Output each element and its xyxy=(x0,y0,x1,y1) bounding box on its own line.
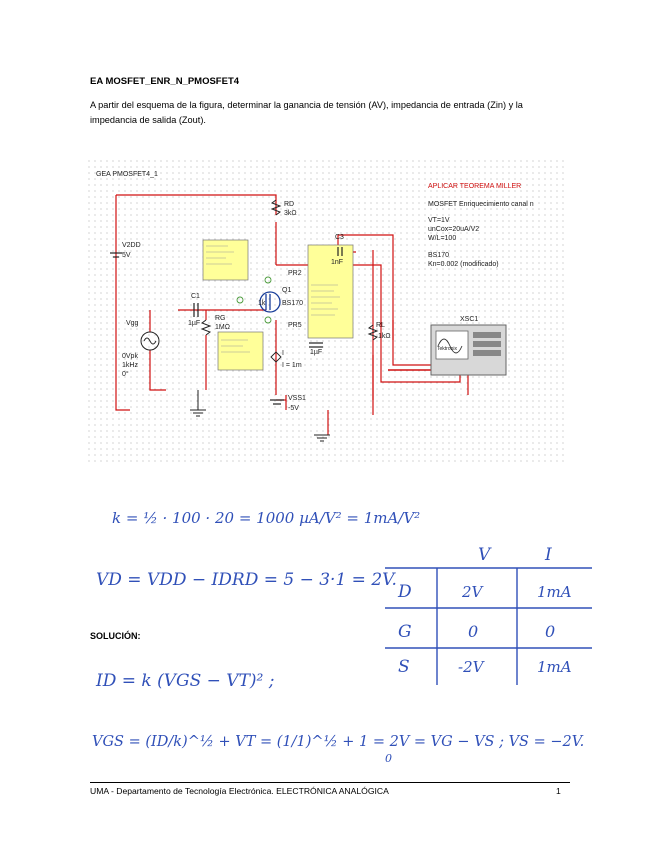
rd-value: 3kΩ xyxy=(284,210,297,217)
c1-value: 1µF xyxy=(188,320,201,327)
footer-text: UMA - Departamento de Tecnología Electrónica. ELECTRÓNICA ANALÓGICA xyxy=(90,786,389,796)
table-row-g-node: G xyxy=(398,622,412,642)
current-probe-value: I = 1m xyxy=(282,362,302,369)
table-header-v: V xyxy=(478,545,491,565)
circuit-schematic xyxy=(88,160,568,465)
solution-heading: SOLUCIÓN: xyxy=(90,631,141,641)
note-line-4: BS170 xyxy=(428,252,450,259)
c3-label: C3 xyxy=(335,234,344,241)
c3-value: 1nF xyxy=(331,259,344,266)
pr2-label: PR2 xyxy=(288,270,302,277)
vg-zero-note: 0 xyxy=(385,752,392,765)
k-equation: k = ½ · 100 · 20 = 1000 µA/V² = 1mA/V² xyxy=(112,509,421,527)
vss-label: VSS1 xyxy=(288,395,306,402)
problem-statement: A partir del esquema de la figura, determinar la ganancia de tensión (AV), impedancia de entrada (Zin) y la impedancia de salida (Zout). xyxy=(90,100,523,125)
handwritten-table xyxy=(385,568,592,685)
document-title: EA MOSFET_ENR_N_PMOSFET4 xyxy=(90,76,240,87)
pr5-label: PR5 xyxy=(288,322,302,329)
rl-label: RL xyxy=(376,322,385,329)
vgg-amplitude: 0Vpk xyxy=(122,353,138,360)
vdd-value: 5V xyxy=(122,252,131,259)
q1-model: BS170 xyxy=(282,300,304,307)
scope-brand: Tektronix xyxy=(437,346,458,352)
rd-label: RD xyxy=(284,201,295,208)
miller-note: APLICAR TEOREMA MILLER xyxy=(428,183,522,190)
note-line-5: Kn=0.002 (modificado) xyxy=(428,261,499,268)
table-row-s-v: -2V xyxy=(458,658,484,676)
c1-label: C1 xyxy=(191,293,200,300)
rg-label: RG xyxy=(215,315,226,322)
table-header-i: I xyxy=(545,545,552,565)
vss-value: -5V xyxy=(288,405,299,412)
id-equation: ID = k (VGS − VT)² ; xyxy=(96,671,275,691)
oscilloscope-screen xyxy=(436,331,468,359)
table-row-s-i: 1mA xyxy=(537,658,572,676)
note-line-0: MOSFET Enriquecimiento canal n xyxy=(428,201,534,208)
table-row-d-node: D xyxy=(398,582,412,602)
table-row-g-i: 0 xyxy=(545,622,556,641)
probe-box-source xyxy=(218,332,263,370)
note-line-1: VT=1V xyxy=(428,217,450,224)
q1-lead-label: 1k xyxy=(258,300,266,307)
table-row-s-node: S xyxy=(398,657,410,677)
xsc1-label: XSC1 xyxy=(460,316,479,323)
footer-divider xyxy=(90,782,570,783)
table-row-g-v: 0 xyxy=(468,622,479,641)
vgg-frequency: 1kHz xyxy=(122,362,138,369)
rg-value: 1MΩ xyxy=(215,324,230,331)
table-row-d-v: 2V xyxy=(462,583,483,601)
page-number: 1 xyxy=(556,786,561,796)
vgg-label: Vgg xyxy=(126,320,139,327)
vd-equation: VD = VDD − IDRD = 5 − 3·1 = 2V. xyxy=(96,570,397,590)
note-line-2: unCox=20uA/V2 xyxy=(428,226,480,233)
sheet-name: GEA PMOSFET4_1 xyxy=(96,171,158,178)
vgg-phase: 0° xyxy=(122,371,129,378)
vdd-label: V2DD xyxy=(122,242,141,249)
current-probe-label: I xyxy=(282,350,284,357)
q1-label: Q1 xyxy=(282,287,292,294)
c2-value: 1µF xyxy=(310,349,323,356)
table-row-d-i: 1mA xyxy=(537,583,572,601)
note-line-3: W/L=100 xyxy=(428,235,457,242)
rl-value: 1kΩ xyxy=(378,333,391,340)
vgs-equation: VGS = (ID/k)^½ + VT = (1/1)^½ + 1 = 2V = VG − VS ; VS = −2V. xyxy=(92,734,585,750)
